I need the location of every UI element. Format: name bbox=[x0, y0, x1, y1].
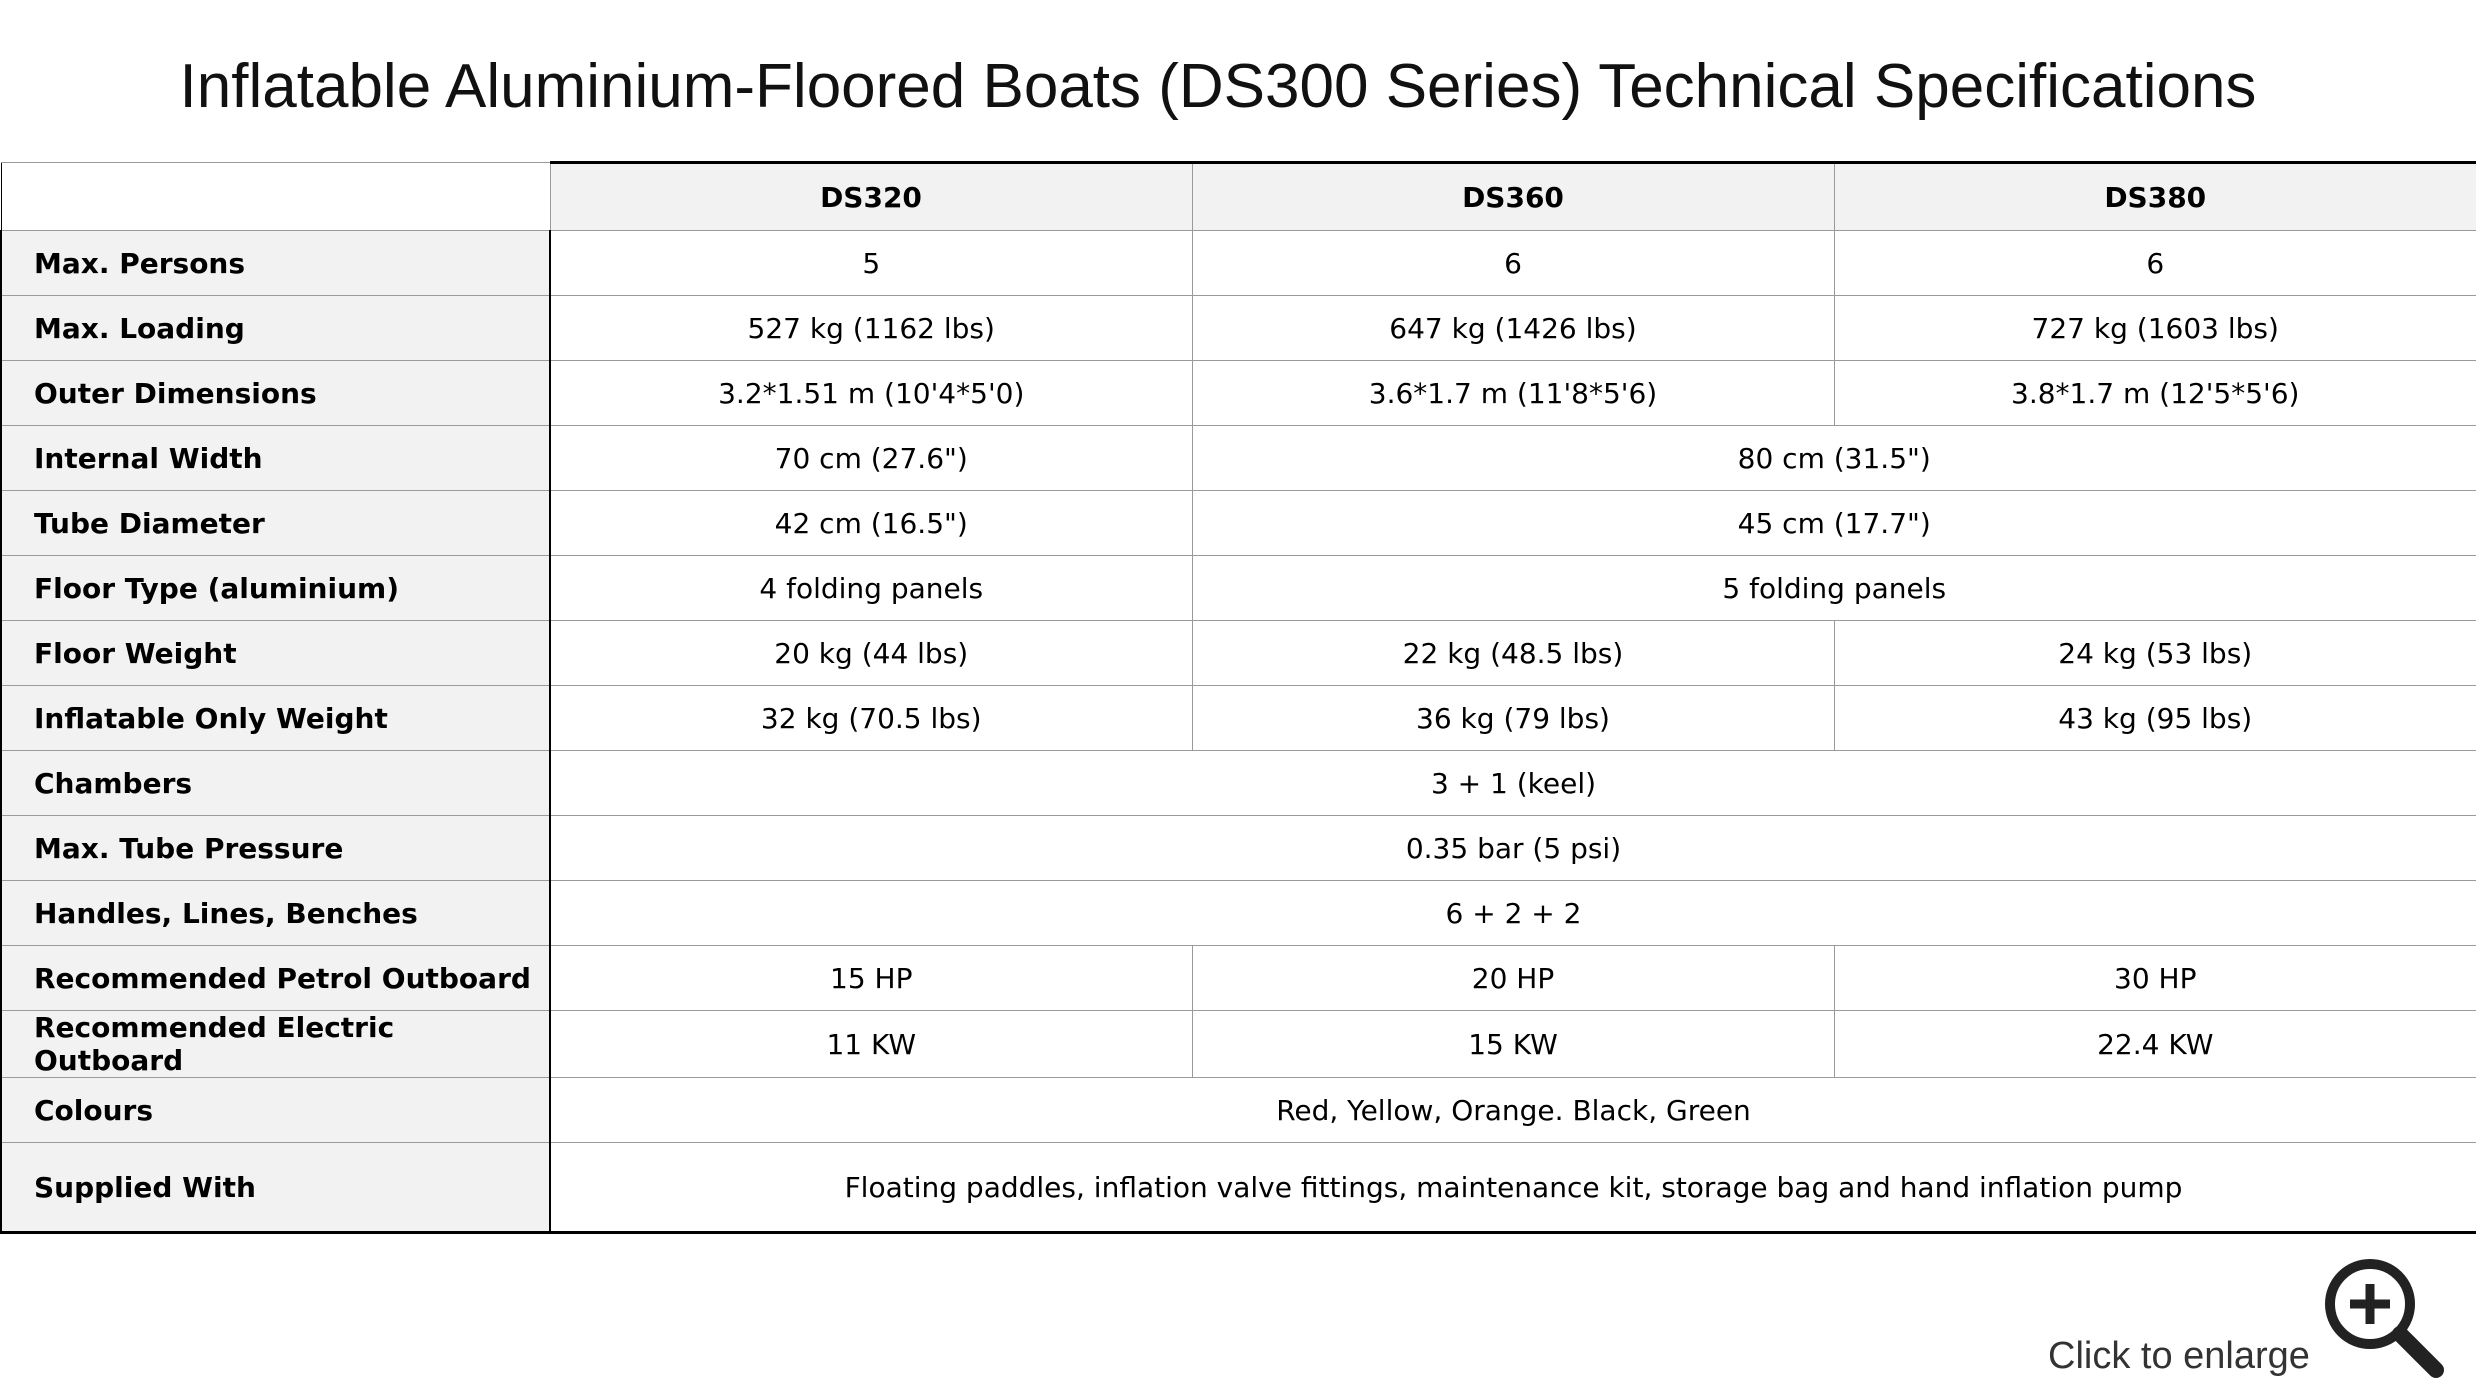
table-cell-merged: Floating paddles, inflation valve fittings, maintenance kit, storage bag and hand inflation pump bbox=[550, 1143, 2476, 1233]
zoom-in-icon[interactable] bbox=[2318, 1254, 2444, 1380]
table-cell: 11 KW bbox=[550, 1011, 1192, 1078]
table-row bbox=[1, 296, 2476, 361]
row-label: Handles, Lines, Benches bbox=[1, 881, 550, 946]
table-cell: 36 kg (79 lbs) bbox=[1192, 686, 1834, 751]
table-cell-merged: 0.35 bar (5 psi) bbox=[550, 816, 2476, 881]
table-row bbox=[1, 1011, 2476, 1078]
row-label: Max. Persons bbox=[1, 231, 550, 296]
table-cell-merged: 3 + 1 (keel) bbox=[550, 751, 2476, 816]
row-label: Inflatable Only Weight bbox=[1, 686, 550, 751]
row-label: Recommended Petrol Outboard bbox=[1, 946, 550, 1011]
table-corner-cell bbox=[1, 163, 550, 231]
table-cell-merged: 5 folding panels bbox=[1192, 556, 2476, 621]
table-row bbox=[1, 621, 2476, 686]
row-label: Floor Type (aluminium) bbox=[1, 556, 550, 621]
table-row bbox=[1, 881, 2476, 946]
table-cell: 20 kg (44 lbs) bbox=[550, 621, 1192, 686]
row-label: Outer Dimensions bbox=[1, 361, 550, 426]
table-row bbox=[1, 816, 2476, 881]
column-header-ds320: DS320 bbox=[550, 163, 1192, 231]
table-row bbox=[1, 1078, 2476, 1143]
row-label: Recommended Electric Outboard bbox=[1, 1011, 550, 1078]
table-row bbox=[1, 556, 2476, 621]
table-cell: 3.8*1.7 m (12'5*5'6) bbox=[1834, 361, 2476, 426]
row-label: Max. Loading bbox=[1, 296, 550, 361]
table-cell: 15 HP bbox=[550, 946, 1192, 1011]
table-row bbox=[1, 231, 2476, 296]
table-row bbox=[1, 946, 2476, 1011]
table-row bbox=[1, 751, 2476, 816]
row-label: Internal Width bbox=[1, 426, 550, 491]
table-cell: 6 bbox=[1834, 231, 2476, 296]
page-title: Inflatable Aluminium-Floored Boats (DS300 Series) Technical Specifications bbox=[179, 52, 2257, 121]
row-label: Supplied With bbox=[1, 1143, 550, 1233]
table-cell: 22 kg (48.5 lbs) bbox=[1192, 621, 1834, 686]
table-cell: 647 kg (1426 lbs) bbox=[1192, 296, 1834, 361]
table-header-row bbox=[1, 163, 2476, 231]
table-row bbox=[1, 686, 2476, 751]
table-row bbox=[1, 491, 2476, 556]
table-cell: 20 HP bbox=[1192, 946, 1834, 1011]
table-cell: 3.6*1.7 m (11'8*5'6) bbox=[1192, 361, 1834, 426]
click-to-enlarge-label[interactable]: Click to enlarge bbox=[2048, 1335, 2310, 1377]
table-cell: 727 kg (1603 lbs) bbox=[1834, 296, 2476, 361]
row-label: Colours bbox=[1, 1078, 550, 1143]
table-cell-merged: Red, Yellow, Orange. Black, Green bbox=[550, 1078, 2476, 1143]
column-header-ds380: DS380 bbox=[1834, 163, 2476, 231]
table-cell: 30 HP bbox=[1834, 946, 2476, 1011]
table-cell-merged: 6 + 2 + 2 bbox=[550, 881, 2476, 946]
row-label: Max. Tube Pressure bbox=[1, 816, 550, 881]
table-cell: 4 folding panels bbox=[550, 556, 1192, 621]
table-cell-merged: 45 cm (17.7") bbox=[1192, 491, 2476, 556]
table-cell: 32 kg (70.5 lbs) bbox=[550, 686, 1192, 751]
row-label: Floor Weight bbox=[1, 621, 550, 686]
table-cell-merged: 80 cm (31.5") bbox=[1192, 426, 2476, 491]
table-row bbox=[1, 1143, 2476, 1233]
table-row bbox=[1, 361, 2476, 426]
table-cell: 43 kg (95 lbs) bbox=[1834, 686, 2476, 751]
table-cell: 70 cm (27.6") bbox=[550, 426, 1192, 491]
table-cell: 24 kg (53 lbs) bbox=[1834, 621, 2476, 686]
table-cell: 527 kg (1162 lbs) bbox=[550, 296, 1192, 361]
table-cell: 3.2*1.51 m (10'4*5'0) bbox=[550, 361, 1192, 426]
row-label: Tube Diameter bbox=[1, 491, 550, 556]
table-cell: 5 bbox=[550, 231, 1192, 296]
table-cell: 22.4 KW bbox=[1834, 1011, 2476, 1078]
table-cell: 15 KW bbox=[1192, 1011, 1834, 1078]
table-row bbox=[1, 426, 2476, 491]
row-label: Chambers bbox=[1, 751, 550, 816]
specifications-table bbox=[0, 161, 2476, 1234]
table-cell: 6 bbox=[1192, 231, 1834, 296]
column-header-ds360: DS360 bbox=[1192, 163, 1834, 231]
table-cell: 42 cm (16.5") bbox=[550, 491, 1192, 556]
